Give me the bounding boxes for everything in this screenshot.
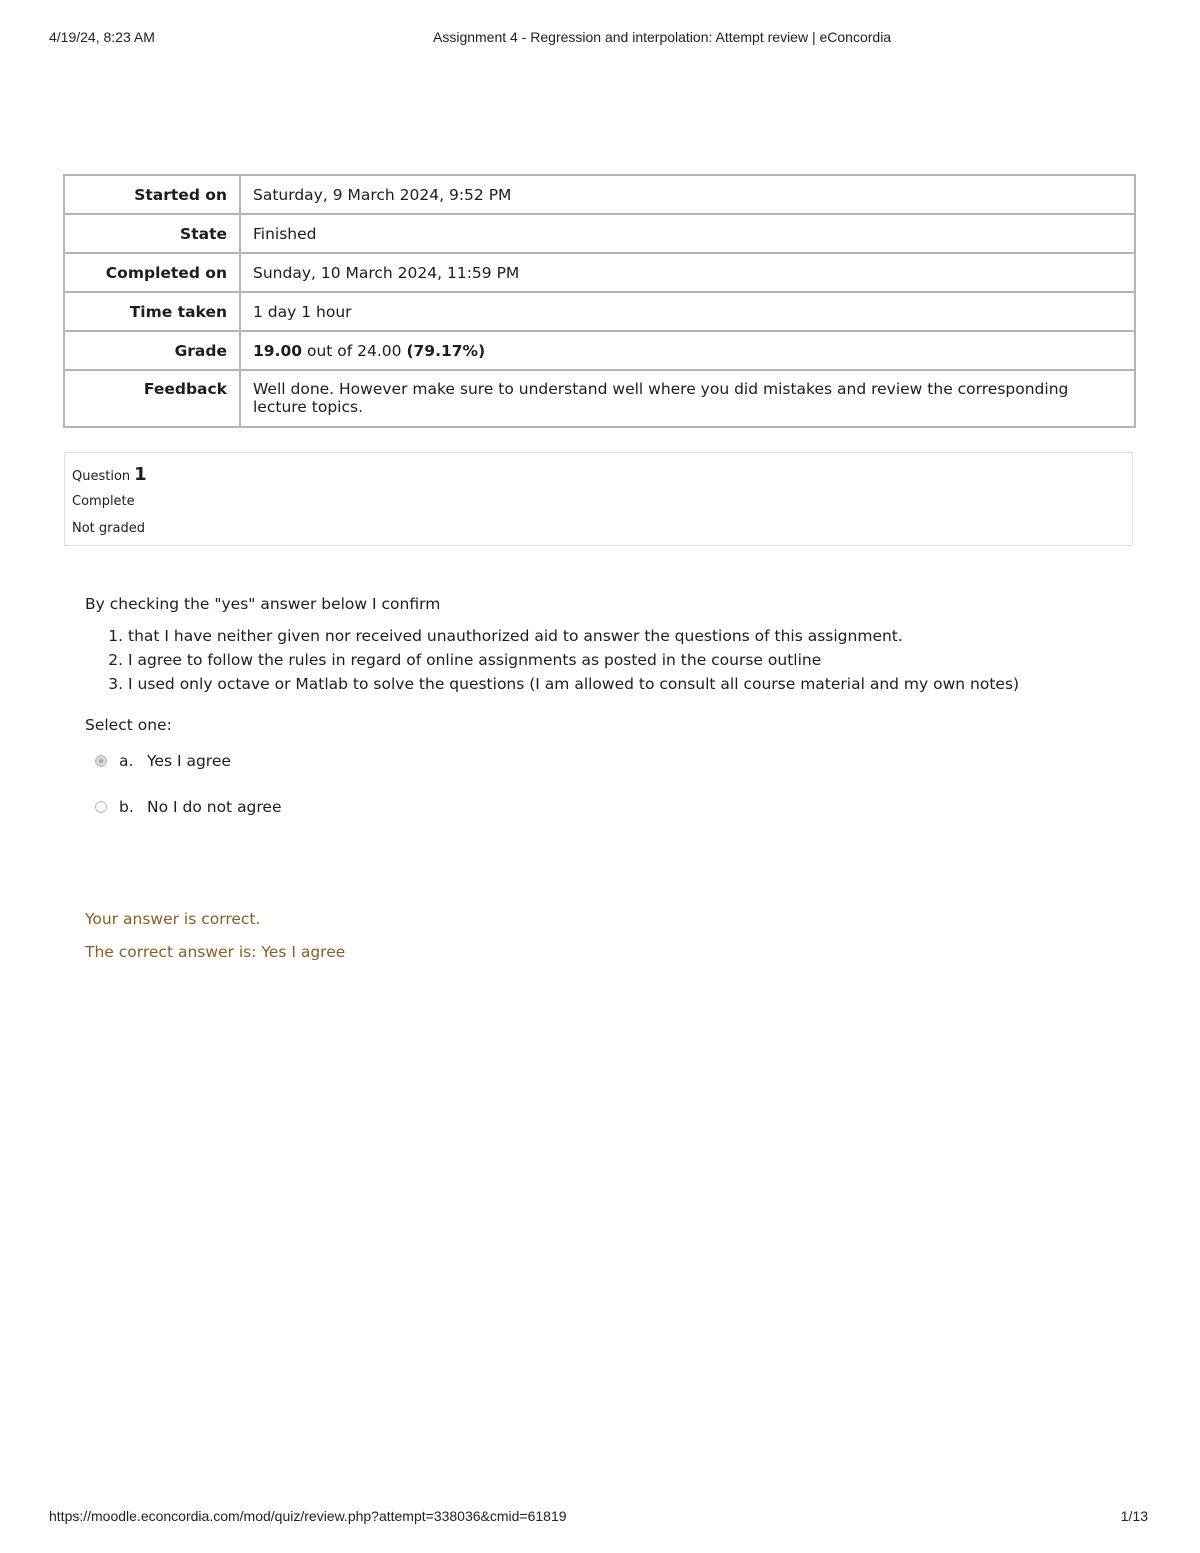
feedback-label: Feedback bbox=[64, 370, 240, 427]
question-number bbox=[72, 464, 1125, 488]
summary-row-feedback bbox=[64, 370, 1135, 427]
time-taken-label: Time taken bbox=[64, 292, 240, 331]
attempt-summary-table bbox=[63, 174, 1136, 428]
grade-score: 19.00 bbox=[253, 341, 303, 360]
question-num-value: 1 bbox=[134, 464, 147, 485]
completed-on-label: Completed on bbox=[64, 253, 240, 292]
state-label: State bbox=[64, 214, 240, 253]
question-intro: By checking the "yes" answer below I confirm bbox=[85, 595, 441, 613]
answer-feedback bbox=[85, 906, 345, 972]
option-letter: a. bbox=[119, 752, 134, 770]
started-on-label: Started on bbox=[64, 175, 240, 214]
summary-row-state bbox=[64, 214, 1135, 253]
summary-row-grade bbox=[64, 331, 1135, 370]
question-info-box bbox=[64, 452, 1133, 546]
print-page-title: Assignment 4 - Regression and interpolation: Attempt review | eConcordia bbox=[433, 29, 892, 45]
summary-row-completed bbox=[64, 253, 1135, 292]
radio-button-checked[interactable] bbox=[95, 755, 107, 767]
radio-button[interactable] bbox=[95, 801, 107, 813]
question-prefix: Question bbox=[72, 469, 131, 484]
summary-row-time-taken bbox=[64, 292, 1135, 331]
correct-answer-text: The correct answer is: Yes I agree bbox=[85, 943, 346, 961]
started-on-value: Saturday, 9 March 2024, 9:52 PM bbox=[240, 175, 1135, 214]
question-grade-status: Not graded bbox=[72, 521, 145, 536]
feedback-value: Well done. However make sure to understand well where you did mistakes and review the corresponding lecture topics. bbox=[240, 370, 1135, 427]
answer-option-no[interactable] bbox=[85, 784, 1125, 830]
state-value: Finished bbox=[240, 214, 1135, 253]
completed-on-value: Sunday, 10 March 2024, 11:59 PM bbox=[240, 253, 1135, 292]
time-taken-value: 1 day 1 hour bbox=[240, 292, 1135, 331]
answer-option-yes[interactable] bbox=[85, 738, 1125, 784]
grade-out-of: out of 24.00 bbox=[302, 341, 407, 360]
option-letter: b. bbox=[119, 798, 134, 816]
rule-item: 2. I agree to follow the rules in regard of online assignments as posted in the course outline bbox=[128, 648, 1125, 672]
rules-list bbox=[85, 624, 1125, 696]
grade-percent: (79.17%) bbox=[406, 341, 486, 360]
question-status: Complete bbox=[72, 494, 135, 509]
option-label: Yes I agree bbox=[147, 752, 231, 770]
grade-label: Grade bbox=[64, 331, 240, 370]
grade-value bbox=[240, 331, 1135, 370]
print-page-number: 1/13 bbox=[1120, 1508, 1148, 1524]
rule-item: 1. that I have neither given nor received unauthorized aid to answer the questions of this assignment. bbox=[128, 624, 1125, 648]
option-label: No I do not agree bbox=[147, 798, 282, 816]
print-footer bbox=[0, 1508, 1200, 1528]
question-content bbox=[85, 590, 1125, 830]
print-datetime: 4/19/24, 8:23 AM bbox=[49, 29, 155, 45]
summary-row-started bbox=[64, 175, 1135, 214]
feedback-correct-text: Your answer is correct. bbox=[85, 910, 261, 928]
print-header bbox=[0, 29, 1200, 49]
print-url: https://moodle.econcordia.com/mod/quiz/review.php?attempt=338036&cmid=61819 bbox=[49, 1508, 567, 1524]
select-one-label: Select one: bbox=[85, 716, 172, 734]
rule-item: 3. I used only octave or Matlab to solve the questions (I am allowed to consult all course material and my own notes) bbox=[128, 672, 1125, 696]
